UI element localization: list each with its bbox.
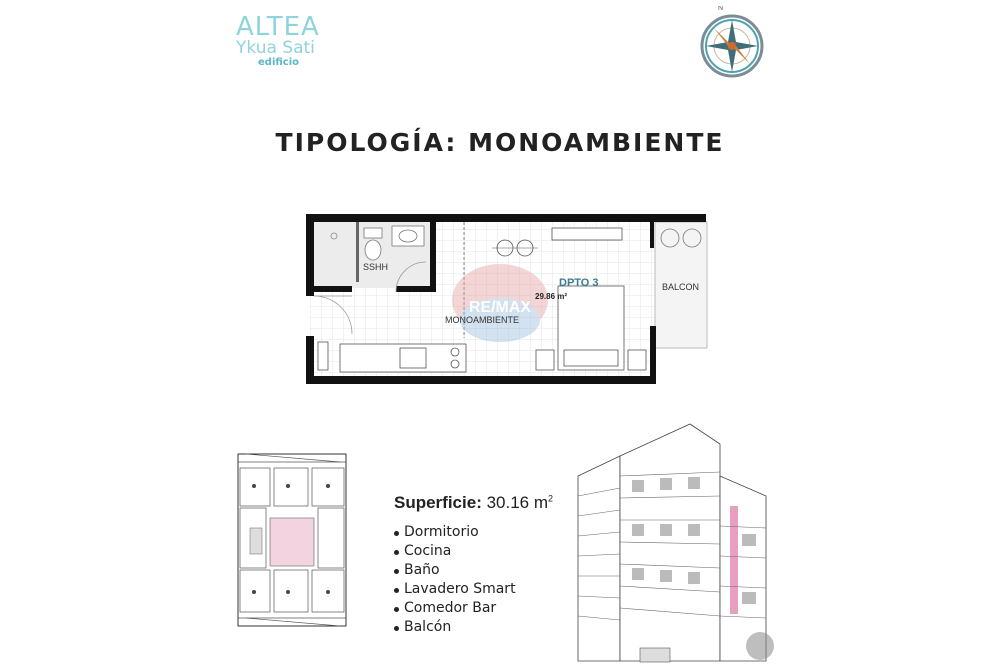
feature-item: Lavadero Smart xyxy=(394,580,574,599)
unit-specs xyxy=(394,493,574,637)
surface-label: Superficie: xyxy=(394,493,482,512)
floor-plan xyxy=(300,208,715,388)
logo-line-3: edificio xyxy=(258,57,300,68)
surface-line xyxy=(394,493,574,513)
unit-area: 29.86 m² xyxy=(535,292,568,301)
surface-exponent: 2 xyxy=(548,493,554,504)
watermark-text: RE/MAX xyxy=(468,299,532,316)
balcony-label: BALCON xyxy=(662,282,700,292)
page-title: TIPOLOGÍA: MONOAMBIENTE xyxy=(275,128,725,157)
floor-plate-diagram xyxy=(236,452,348,628)
surface-value: 30.16 m xyxy=(486,493,549,512)
feature-item: Balcón xyxy=(394,618,574,637)
feature-item: Cocina xyxy=(394,542,574,561)
brand-logo xyxy=(232,12,342,74)
logo-line-1: ALTEA xyxy=(236,12,320,42)
unit-label: DPTO 3 xyxy=(559,277,599,289)
feature-item: Baño xyxy=(394,561,574,580)
bathroom-label: SSHH xyxy=(363,262,389,272)
compass-north-label: N xyxy=(718,6,724,12)
feature-item: Comedor Bar xyxy=(394,599,574,618)
feature-item: Dormitorio xyxy=(394,523,574,542)
compass-rose-icon xyxy=(690,6,778,92)
room-label: MONOAMBIENTE xyxy=(445,315,520,325)
logo-line-2: Ykua Sati xyxy=(236,38,315,58)
building-sketch xyxy=(570,416,780,667)
